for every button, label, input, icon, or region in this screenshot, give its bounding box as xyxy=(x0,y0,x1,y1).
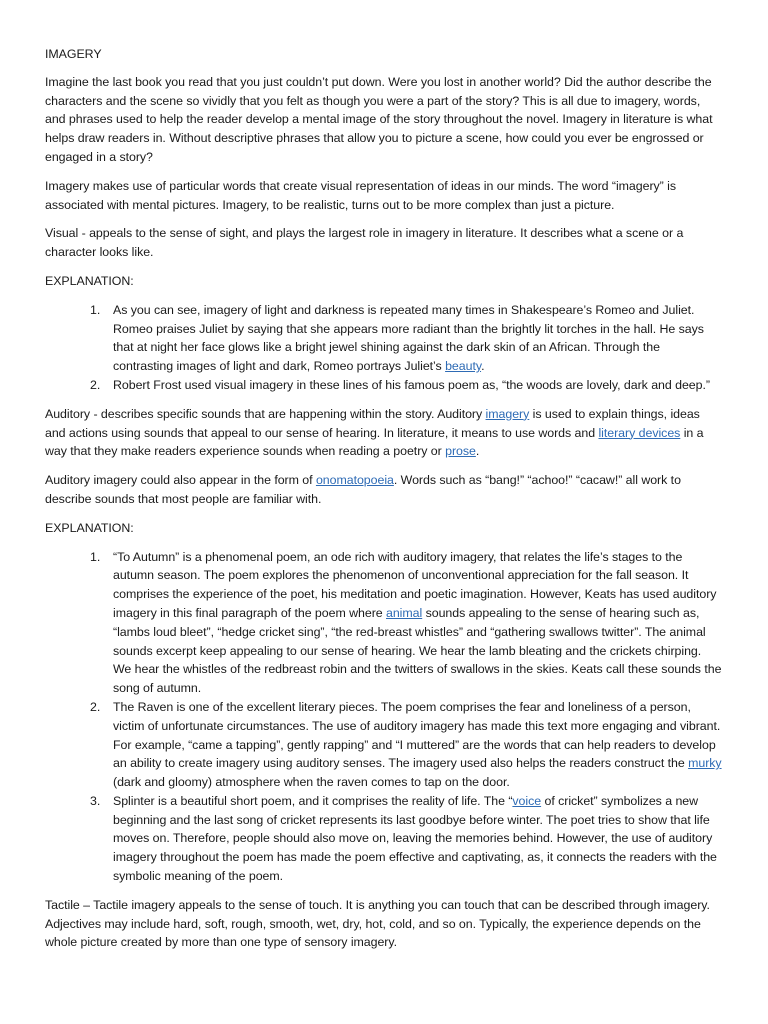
list-item-text: Splinter is a beautiful short poem, and it comprises the reality of life. The “ xyxy=(113,793,513,808)
onomatopoeia-paragraph xyxy=(45,471,722,509)
animal-link[interactable]: animal xyxy=(386,605,423,620)
list-item-text: sounds appealing to the sense of hearing such as, “lambs loud bleet”, “hedge cricket sing”, “the red-breast whistles” and “gathering swallows twitter”. The animal sounds excerpt keep appealing to our sense of hearing. We hear the lamb bleating and the crickets chirping. We hear the whistles of the redbreast robin and the twitters of swallows in the skies. Keats call these sounds the song of autumn. xyxy=(113,605,722,696)
list-number: 3. xyxy=(90,793,101,808)
list-item-text: As you can see, imagery of light and darkness is repeated many times in Shakespeare’s Romeo and Juliet. Romeo praises Juliet by saying that she appears more radiant than the brightly lit torches in the hall. He says that at night her face glows like a bright jewel shining against the dark skin of an African. Through the contrasting images of light and dark, Romeo portrays Juliet’s xyxy=(113,302,704,374)
list-number: 2. xyxy=(90,699,101,714)
list-item-text: (dark and gloomy) atmosphere when the raven comes to tap on the door. xyxy=(113,775,510,790)
list-number: 1. xyxy=(90,302,101,317)
intro-paragraph: Imagine the last book you read that you just couldn’t put down. Were you lost in another world? Did the author describe the characters and the scene so vividly that you felt as though you were a part of the story? This is all due to imagery, words, and phrases used to help the reader develop a mental image of the story throughout the novel. Imagery in literature is what helps draw readers in. Without descriptive phrases that allow you to picture a scene, how could you ever be engrossed or engaged in a story? xyxy=(45,74,713,164)
paragraph-text: in a way that they make readers experience sounds when reading a poetry or xyxy=(45,425,704,459)
prose-link[interactable]: prose xyxy=(445,444,476,459)
literary-devices-link[interactable]: literary devices xyxy=(598,425,681,440)
list-item xyxy=(45,792,722,886)
beauty-link[interactable]: beauty xyxy=(445,359,482,374)
list-item xyxy=(45,301,722,376)
list-item-text: . xyxy=(481,359,485,374)
list-number: 2. xyxy=(90,377,101,392)
list-item-text: of cricket” symbolizes a new beginning and the last song of cricket represents its last goodbye before winter. The poet tries to show that life moves on. Therefore, people should also move on, leaving the memories behind. However, the use of auditory imagery throughout the poem has made the poem effective and captivating, as, it connects the readers with the symbolic meaning of the poem. xyxy=(113,793,717,884)
list-item xyxy=(45,698,722,792)
paragraph-text: Auditory imagery could also appear in the form of xyxy=(45,473,316,488)
auditory-examples-list xyxy=(45,548,722,886)
visual-paragraph: Visual - appeals to the sense of sight, and plays the largest role in imagery in literature. It describes what a scene or a character looks like. xyxy=(45,226,684,260)
explanation-heading-visual: EXPLANATION: xyxy=(45,273,134,288)
imagery-link[interactable]: imagery xyxy=(485,406,530,421)
definition-paragraph: Imagery makes use of particular words that create visual representation of ideas in our minds. The word “imagery” is associated with mental pictures. Imagery, to be realistic, turns out to be more complex than just a picture. xyxy=(45,178,676,212)
tactile-paragraph: Tactile – Tactile imagery appeals to the sense of touch. It is anything you can touch that can be described through imagery. Adjectives may include hard, soft, rough, smooth, wet, dry, hot, cold, and so on. Typically, the experience depends on the whole picture created by more than one type of sensory imagery. xyxy=(45,897,710,950)
explanation-heading-auditory: EXPLANATION: xyxy=(45,520,134,535)
visual-examples-list xyxy=(45,301,722,395)
list-item-text: “To Autumn” is a phenomenal poem, an ode rich with auditory imagery, that relates the life’s stages to the autumn season. The poem explores the phenomenon of unconventional appreciation for the fall season. It comprises the experience of the poet, his meditation and poetic imagination. However, Keats has used auditory imagery in this final paragraph of the poem where xyxy=(113,549,717,620)
paragraph-text: Auditory - describes specific sounds that are happening within the story. Auditory xyxy=(45,406,486,421)
onomatopoeia-link[interactable]: onomatopoeia xyxy=(315,473,394,488)
list-item-text: The Raven is one of the excellent literary pieces. The poem comprises the fear and loneliness of a person, victim of unfortunate circumstances. The use of auditory imagery has made this text more engaging and vibrant. For example, “came a tapping”, gently rapping” and “I muttered” are the words that can help readers to develop an ability to create imagery using auditory senses. The imagery used also helps the readers construct the xyxy=(113,699,721,771)
list-item xyxy=(45,548,722,698)
paragraph-text: . xyxy=(475,444,480,459)
page-title: IMAGERY xyxy=(45,47,102,61)
list-item-text: Robert Frost used visual imagery in these lines of his famous poem as, “the woods are lovely, dark and deep.” xyxy=(113,377,710,392)
paragraph-text: . Words such as “bang!” “achoo!” “cacaw!” all work to describe sounds that most people are familiar with. xyxy=(45,473,681,506)
list-item xyxy=(45,376,722,395)
voice-link[interactable]: voice xyxy=(512,793,542,808)
murky-link[interactable]: murky xyxy=(688,756,722,771)
list-number: 1. xyxy=(90,549,101,564)
paragraph-text: is used to explain things, ideas and actions using sounds that appeal to our sense of hearing. In literature, it means to use words and xyxy=(45,406,700,440)
auditory-paragraph xyxy=(45,405,722,461)
